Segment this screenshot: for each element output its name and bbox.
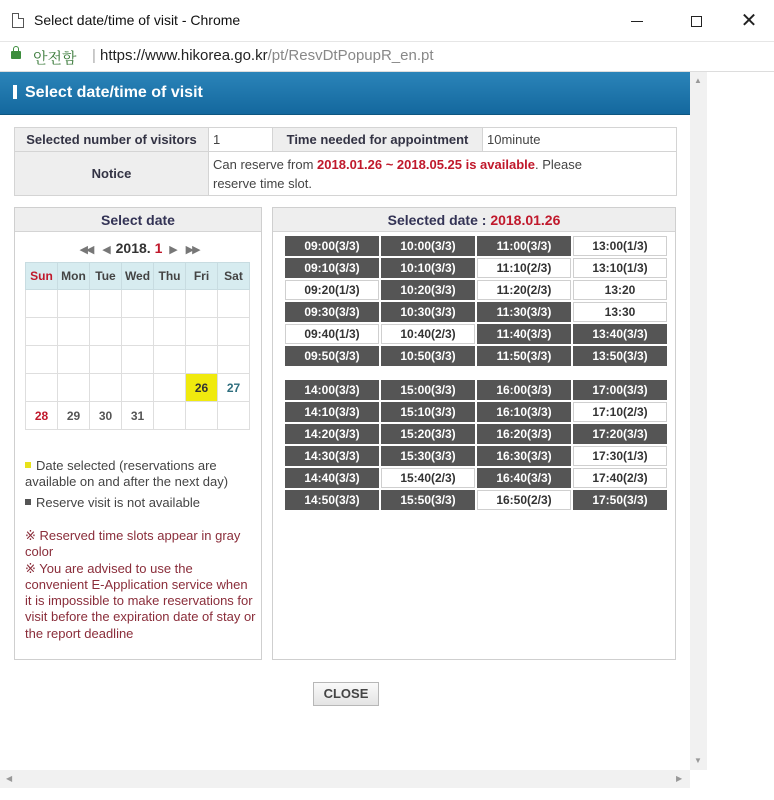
weekday-header: Tue <box>90 263 122 290</box>
maximize-icon[interactable] <box>681 8 711 34</box>
address-separator: | <box>92 47 96 64</box>
available-time-slot[interactable]: 13:30 <box>573 302 667 322</box>
available-time-slot[interactable]: 11:10(2/3) <box>477 258 571 278</box>
close-button[interactable]: CLOSE <box>313 682 379 706</box>
legend-unavailable <box>25 495 228 511</box>
reserved-time-slot: 16:30(3/3) <box>477 446 571 466</box>
legend-unavailable-text: Reserve visit is not available <box>36 495 201 510</box>
reserved-time-slot: 16:20(3/3) <box>477 424 571 444</box>
notice-range: 2018.01.26 ~ 2018.05.25 is available <box>317 156 535 172</box>
page-document-icon <box>12 13 24 28</box>
legend-selected-line1: Date selected (reservations are <box>36 458 217 473</box>
calendar-month: 1 <box>154 240 163 256</box>
reserved-time-slot: 15:00(3/3) <box>381 380 475 400</box>
reserved-time-slot: 17:50(3/3) <box>573 490 667 510</box>
secure-label: 안전함 <box>33 50 77 67</box>
reserved-time-slot: 14:20(3/3) <box>285 424 379 444</box>
reserved-time-slot: 14:50(3/3) <box>285 490 379 510</box>
calendar-empty-cell <box>122 346 154 374</box>
calendar-empty-cell <box>218 290 250 318</box>
visitors-value: 1 <box>209 128 273 152</box>
morning-time-slots <box>283 234 669 368</box>
reserved-time-slot: 16:40(3/3) <box>477 468 571 488</box>
notice-suffix: . Please <box>534 156 582 172</box>
selected-date-value: 2018.01.26 <box>490 212 561 228</box>
calendar-grid <box>25 262 250 430</box>
month-navigation <box>15 240 263 256</box>
popup-header <box>0 72 690 115</box>
calendar-empty-cell <box>218 318 250 346</box>
close-window-icon[interactable]: ✕ <box>740 10 758 32</box>
reserved-time-slot: 17:20(3/3) <box>573 424 667 444</box>
calendar-empty-cell <box>218 402 250 430</box>
page-viewport <box>0 72 690 770</box>
calendar-empty-cell <box>218 346 250 374</box>
selected-date-heading <box>273 208 675 232</box>
reserved-time-slot: 15:10(3/3) <box>381 402 475 422</box>
calendar-empty-cell <box>58 318 90 346</box>
reserved-time-slot: 11:30(3/3) <box>477 302 571 322</box>
calendar-empty-cell <box>154 290 186 318</box>
next-month-icon[interactable]: ▶ <box>169 244 176 256</box>
calendar-empty-cell <box>122 374 154 402</box>
reserved-time-slot: 10:30(3/3) <box>381 302 475 322</box>
reserved-time-slot: 14:10(3/3) <box>285 402 379 422</box>
notice-line2: reserve time slot. <box>213 175 312 191</box>
available-time-slot[interactable]: 09:40(1/3) <box>285 324 379 344</box>
time-needed-value: 10minute <box>483 128 677 152</box>
scroll-right-icon[interactable]: ▶ <box>676 774 683 783</box>
calendar-empty-cell <box>90 318 122 346</box>
selected-date-prefix: Selected date : <box>387 212 491 228</box>
calendar-empty-cell <box>122 318 154 346</box>
calendar-empty-cell <box>186 318 218 346</box>
prev-year-icon[interactable]: ◀◀ <box>79 244 93 256</box>
notice-text <box>209 152 677 196</box>
calendar-empty-cell <box>90 290 122 318</box>
url-text[interactable] <box>100 47 434 64</box>
reserved-time-slot: 17:00(3/3) <box>573 380 667 400</box>
available-time-slot[interactable]: 13:20 <box>573 280 667 300</box>
vertical-scrollbar[interactable] <box>690 72 707 770</box>
calendar-day[interactable]: 30 <box>90 402 122 430</box>
notice-prefix: Can reserve from <box>213 156 318 172</box>
window-titlebar <box>0 0 774 42</box>
calendar-empty-cell <box>186 346 218 374</box>
reserved-time-slot: 15:30(3/3) <box>381 446 475 466</box>
lock-icon <box>11 51 21 59</box>
calendar-empty-cell <box>58 374 90 402</box>
calendar-empty-cell <box>154 318 186 346</box>
calendar-empty-cell <box>154 402 186 430</box>
minimize-icon[interactable] <box>622 8 652 34</box>
scroll-left-icon[interactable]: ◀ <box>6 774 13 783</box>
window-title: Select date/time of visit - Chrome <box>34 12 241 28</box>
reserved-time-slot: 09:10(3/3) <box>285 258 379 278</box>
calendar-empty-cell <box>90 346 122 374</box>
calendar-legend <box>25 458 228 511</box>
calendar-day[interactable]: 26 <box>186 374 218 402</box>
reservation-info-table <box>14 127 677 196</box>
weekday-header: Mon <box>58 263 90 290</box>
calendar-year: 2018. <box>115 240 151 256</box>
reserved-time-slot: 11:50(3/3) <box>477 346 571 366</box>
available-time-slot[interactable]: 10:40(2/3) <box>381 324 475 344</box>
calendar-empty-cell <box>26 374 58 402</box>
note-reserved-gray: ※ Reserved time slots appear in gray color <box>25 528 241 560</box>
weekday-header: Sat <box>218 263 250 290</box>
calendar-panel <box>14 207 262 660</box>
url-host: https://www.hikorea.go.kr <box>100 47 268 64</box>
reserved-time-slot: 13:40(3/3) <box>573 324 667 344</box>
url-path: /pt/ResvDtPopupR_en.pt <box>267 47 434 64</box>
reserved-time-slot: 09:00(3/3) <box>285 236 379 256</box>
calendar-empty-cell <box>186 290 218 318</box>
page-title: Select date/time of visit <box>25 84 203 101</box>
available-time-slot[interactable]: 11:20(2/3) <box>477 280 571 300</box>
calendar-empty-cell <box>122 290 154 318</box>
scroll-down-icon[interactable]: ▼ <box>694 756 702 765</box>
available-time-slot[interactable]: 17:10(2/3) <box>573 402 667 422</box>
time-slot-panel <box>272 207 676 660</box>
prev-month-icon[interactable]: ◀ <box>102 244 109 256</box>
legend-selected-line2: available on and after the next day) <box>25 474 229 489</box>
calendar-empty-cell <box>26 346 58 374</box>
weekday-header: Fri <box>186 263 218 290</box>
reserved-time-slot: 11:00(3/3) <box>477 236 571 256</box>
calendar-empty-cell <box>186 402 218 430</box>
available-time-slot[interactable]: 16:50(2/3) <box>477 490 571 510</box>
reserved-time-slot: 13:50(3/3) <box>573 346 667 366</box>
available-time-slot[interactable]: 17:40(2/3) <box>573 468 667 488</box>
note-e-application: ※ You are advised to use the convenient E-Application service when it is impossible to make reservations for visit before the expiration date of stay or the report deadline <box>25 560 256 641</box>
afternoon-time-slots <box>283 378 669 512</box>
available-time-slot[interactable]: 17:30(1/3) <box>573 446 667 466</box>
reserved-time-slot: 14:40(3/3) <box>285 468 379 488</box>
reserved-time-slot: 10:20(3/3) <box>381 280 475 300</box>
header-bar-icon <box>13 85 17 99</box>
calendar-empty-cell <box>90 374 122 402</box>
horizontal-scrollbar[interactable] <box>0 770 690 788</box>
available-time-slot[interactable]: 15:40(2/3) <box>381 468 475 488</box>
available-time-slot[interactable]: 13:00(1/3) <box>573 236 667 256</box>
calendar-day[interactable]: 29 <box>58 402 90 430</box>
calendar-empty-cell <box>26 290 58 318</box>
calendar-notes <box>25 528 257 642</box>
reserved-time-slot: 14:00(3/3) <box>285 380 379 400</box>
reserved-time-slot: 10:10(3/3) <box>381 258 475 278</box>
reserved-time-slot: 09:30(3/3) <box>285 302 379 322</box>
dark-square-icon <box>25 499 31 505</box>
visitors-label: Selected number of visitors <box>15 128 209 152</box>
calendar-title: Select date <box>15 208 261 232</box>
notice-label: Notice <box>15 152 209 196</box>
scroll-up-icon[interactable]: ▲ <box>694 76 702 85</box>
reserved-time-slot: 14:30(3/3) <box>285 446 379 466</box>
reserved-time-slot: 16:10(3/3) <box>477 402 571 422</box>
reserved-time-slot: 11:40(3/3) <box>477 324 571 344</box>
available-time-slot[interactable]: 09:20(1/3) <box>285 280 379 300</box>
time-needed-label: Time needed for appointment <box>273 128 483 152</box>
calendar-day[interactable]: 27 <box>218 374 250 402</box>
reserved-time-slot: 10:50(3/3) <box>381 346 475 366</box>
reserved-time-slot: 09:50(3/3) <box>285 346 379 366</box>
calendar-empty-cell <box>154 374 186 402</box>
weekday-header: Wed <box>122 263 154 290</box>
window-margin <box>707 72 774 800</box>
address-bar[interactable] <box>0 42 774 72</box>
calendar-day[interactable]: 31 <box>122 402 154 430</box>
next-year-icon[interactable]: ▶▶ <box>185 244 199 256</box>
calendar-empty-cell <box>154 346 186 374</box>
reserved-time-slot: 15:20(3/3) <box>381 424 475 444</box>
weekday-header: Thu <box>154 263 186 290</box>
calendar-empty-cell <box>26 318 58 346</box>
reserved-time-slot: 15:50(3/3) <box>381 490 475 510</box>
calendar-empty-cell <box>58 290 90 318</box>
calendar-day[interactable]: 28 <box>26 402 58 430</box>
weekday-header: Sun <box>26 263 58 290</box>
legend-selected <box>25 458 228 490</box>
reserved-time-slot: 10:00(3/3) <box>381 236 475 256</box>
yellow-square-icon <box>25 462 31 468</box>
calendar-empty-cell <box>58 346 90 374</box>
available-time-slot[interactable]: 13:10(1/3) <box>573 258 667 278</box>
reserved-time-slot: 16:00(3/3) <box>477 380 571 400</box>
